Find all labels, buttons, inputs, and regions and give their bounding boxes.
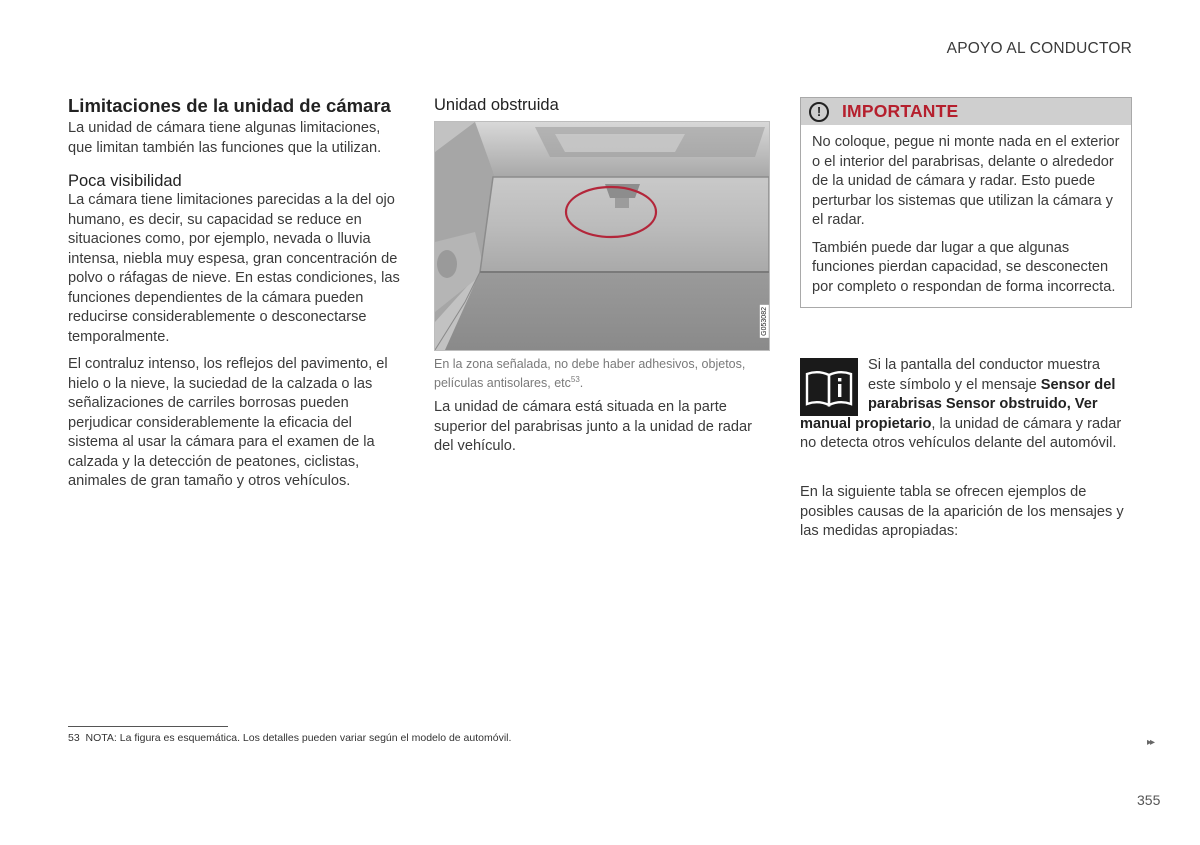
important-notice bbox=[800, 97, 1132, 308]
intro-paragraph: La unidad de cámara tiene algunas limitaciones, que limitan también las funciones que la utilizan. bbox=[68, 120, 382, 156]
subheading-obstructed-unit: Unidad obstruida bbox=[434, 96, 559, 114]
message-text: Sensor del parabrisas Sensor obstruido, Ver manual propietario bbox=[800, 376, 1116, 432]
paragraph-visibility-2: El contraluz intenso, los reflejos del pavimento, el hielo o la nieve, la suciedad de la calzada o las señalizaciones de carriles borrosas pueden perjudicar considerablemente la eficacia del sistema al usar la cámara para el examen de la calzada y la detección de peatones, ciclistas, animales de gran tamaño y otros vehículos. bbox=[68, 356, 388, 489]
important-label: IMPORTANTE bbox=[842, 101, 959, 121]
figure-caption: En la zona señalada, no debe haber adhesivos, objetos, películas antisolares, etc$^{53}$. bbox=[434, 357, 746, 391]
footnote-number: 53 bbox=[68, 732, 80, 744]
important-paragraph-1: No coloque, pegue ni monte nada en el exterior o el interior del parabrisas, delante o alrededor de la unidad de cámara y radar. Esto puede perturbar los sistemas que utilizan la cámara y el radar. bbox=[812, 134, 1120, 228]
page-number: 355 bbox=[1137, 792, 1161, 808]
footnote-ref[interactable]: 53 bbox=[570, 375, 580, 384]
important-header bbox=[801, 98, 1131, 125]
subheading-poor-visibility: Poca visibilidad bbox=[68, 172, 182, 190]
figure-code: G053082 bbox=[761, 307, 768, 336]
section-heading: Limitaciones de la unidad de cámara bbox=[68, 95, 391, 116]
camera-location-paragraph: La unidad de cámara está situada en la parte superior del parabrisas junto a la unidad de radar del vehículo. bbox=[434, 399, 753, 455]
paragraph-visibility-1: La cámara tiene limitaciones parecidas a la del ojo humano, es decir, su capacidad se reduce en situaciones como, por ejemplo, nevada o lluvia intensa, niebla muy espesa, gran concentración de polvo o ráfagas de nieve. En estas condiciones, las funciones dependientes de la cámara pueden reducirse considerablemente o desconectarse temporalmente. bbox=[68, 192, 400, 345]
important-paragraph-2: También puede dar lugar a que algunas funciones pierdan capacidad, se desconecten por completo o respondan de forma incorrecta. bbox=[812, 239, 1116, 295]
icon-spacer bbox=[800, 356, 868, 414]
next-page-arrows-icon[interactable]: ▸▸ bbox=[1147, 737, 1154, 748]
info-block: Si la pantalla del conductor muestra este símbolo y el mensaje Sensor del parabrisas Sensor obstruido, Ver manual propietario, la unidad de cámara y radar no detecta otros vehículos delante del automóvil. bbox=[800, 357, 1122, 451]
table-intro-paragraph: En la siguiente tabla se ofrecen ejemplos de posibles causas de la aparición de los mensajes y las medidas apropiadas: bbox=[800, 484, 1124, 539]
windshield-figure bbox=[434, 121, 770, 351]
column-left bbox=[68, 95, 400, 492]
warning-icon: ! bbox=[809, 102, 829, 122]
running-header: APOYO AL CONDUCTOR bbox=[946, 40, 1132, 57]
footnote-text: NOTA: La figura es esquemática. Los detalles pueden variar según el modelo de automóvil. bbox=[85, 732, 512, 744]
windshield-illustration bbox=[435, 122, 769, 350]
column-middle bbox=[434, 95, 768, 457]
footnote bbox=[68, 732, 511, 744]
important-body bbox=[801, 125, 1131, 307]
info-paragraph-2-wrap bbox=[800, 483, 1130, 542]
footnote-divider bbox=[68, 726, 228, 727]
